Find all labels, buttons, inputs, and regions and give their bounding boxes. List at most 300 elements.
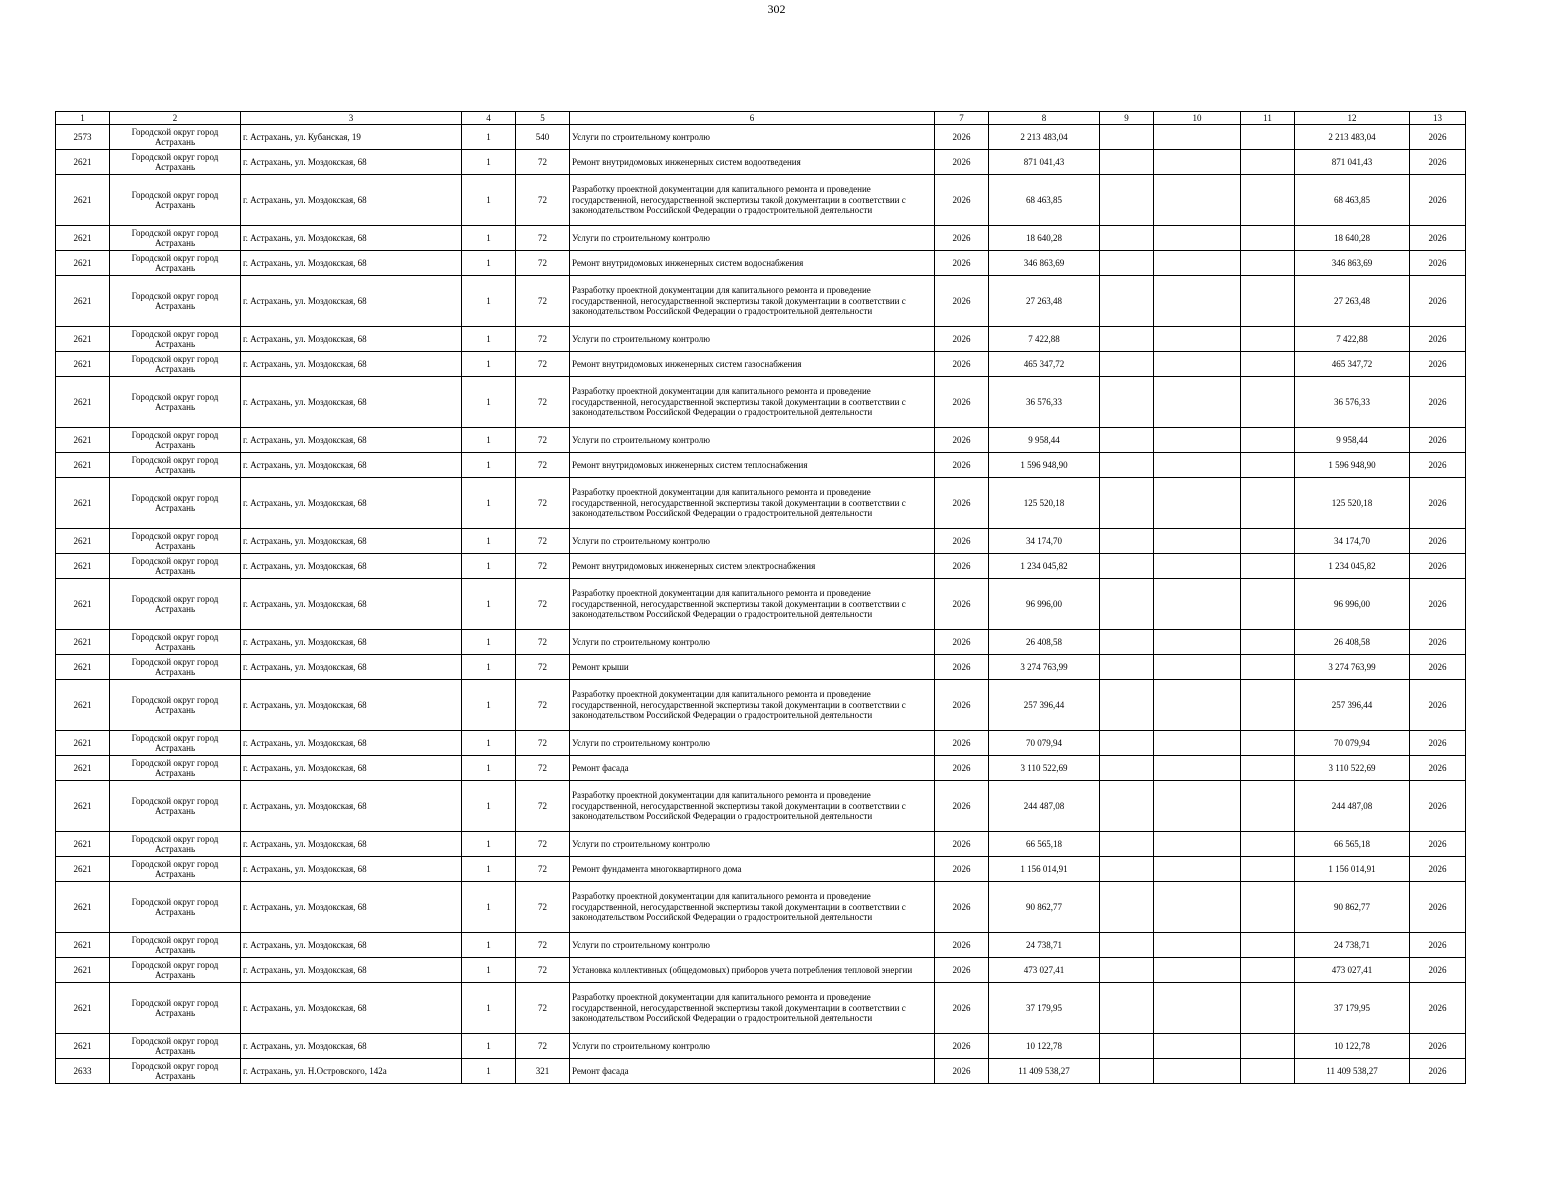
table-cell-col5: 72	[516, 478, 570, 529]
table-cell-col7: 2026	[935, 175, 989, 226]
table-cell-col8: 96 996,00	[989, 579, 1100, 630]
column-header-8: 8	[989, 112, 1100, 125]
table-cell-col1: 2621	[56, 680, 110, 731]
table-row	[56, 882, 1466, 933]
table-cell-col1: 2621	[56, 175, 110, 226]
table-cell-col13: 2026	[1410, 731, 1466, 756]
table-cell-col1: 2621	[56, 377, 110, 428]
table-cell-col7: 2026	[935, 125, 989, 150]
table-cell-col1: 2621	[56, 579, 110, 630]
table-cell-col6: Услуги по строительному контролю	[570, 630, 935, 655]
table-cell-col9	[1100, 327, 1154, 352]
table-cell-col8: 90 862,77	[989, 882, 1100, 933]
table-cell-col4: 1	[462, 1059, 516, 1084]
table-cell-col11	[1241, 453, 1295, 478]
table-cell-col6: Услуги по строительному контролю	[570, 731, 935, 756]
table-cell-col7: 2026	[935, 882, 989, 933]
table-cell-col7: 2026	[935, 251, 989, 276]
table-cell-col12: 871 041,43	[1295, 150, 1410, 175]
table-cell-col8: 7 422,88	[989, 327, 1100, 352]
table-cell-col13: 2026	[1410, 630, 1466, 655]
table-cell-col7: 2026	[935, 226, 989, 251]
table-cell-col7: 2026	[935, 630, 989, 655]
table-cell-col5: 72	[516, 983, 570, 1034]
table-cell-col9	[1100, 933, 1154, 958]
table-cell-col2: Городской округ город Астрахань	[110, 428, 241, 453]
table-cell-col11	[1241, 933, 1295, 958]
table-cell-col5: 72	[516, 958, 570, 983]
table-cell-col1: 2621	[56, 1034, 110, 1059]
table-cell-col10	[1154, 352, 1241, 377]
table-cell-col12: 2 213 483,04	[1295, 125, 1410, 150]
table-cell-col12: 257 396,44	[1295, 680, 1410, 731]
table-cell-col13: 2026	[1410, 251, 1466, 276]
table-cell-col7: 2026	[935, 680, 989, 731]
table-cell-col5: 72	[516, 756, 570, 781]
table-cell-col1: 2621	[56, 958, 110, 983]
table-cell-col2: Городской округ город Астрахань	[110, 882, 241, 933]
column-header-1: 1	[56, 112, 110, 125]
table-cell-col4: 1	[462, 832, 516, 857]
table-cell-col9	[1100, 150, 1154, 175]
table-cell-col5: 72	[516, 731, 570, 756]
table-cell-col5: 72	[516, 276, 570, 327]
table-cell-col3: г. Астрахань, ул. Моздокская, 68	[241, 377, 462, 428]
table-cell-col10	[1154, 554, 1241, 579]
table-cell-col8: 9 958,44	[989, 428, 1100, 453]
table-cell-col11	[1241, 554, 1295, 579]
table-cell-col10	[1154, 175, 1241, 226]
table-cell-col3: г. Астрахань, ул. Моздокская, 68	[241, 352, 462, 377]
table-row	[56, 1034, 1466, 1059]
table-cell-col2: Городской округ город Астрахань	[110, 327, 241, 352]
table-cell-col11	[1241, 226, 1295, 251]
table-cell-col1: 2621	[56, 428, 110, 453]
table-cell-col12: 473 027,41	[1295, 958, 1410, 983]
table-cell-col5: 72	[516, 251, 570, 276]
table-cell-col8: 2 213 483,04	[989, 125, 1100, 150]
table-cell-col5: 72	[516, 655, 570, 680]
table-cell-col4: 1	[462, 933, 516, 958]
table-cell-col13: 2026	[1410, 125, 1466, 150]
table-cell-col8: 3 274 763,99	[989, 655, 1100, 680]
table-cell-col2: Городской округ город Астрахань	[110, 478, 241, 529]
table-cell-col13: 2026	[1410, 983, 1466, 1034]
table-cell-col5: 72	[516, 579, 570, 630]
table-cell-col12: 27 263,48	[1295, 276, 1410, 327]
table-cell-col5: 72	[516, 554, 570, 579]
table-cell-col12: 34 174,70	[1295, 529, 1410, 554]
table-cell-col10	[1154, 478, 1241, 529]
page-number: 302	[767, 2, 786, 16]
table-cell-col13: 2026	[1410, 175, 1466, 226]
table-cell-col4: 1	[462, 1034, 516, 1059]
table-cell-col11	[1241, 428, 1295, 453]
table-cell-col8: 11 409 538,27	[989, 1059, 1100, 1084]
table-cell-col4: 1	[462, 756, 516, 781]
column-header-4: 4	[462, 112, 516, 125]
table-cell-col1: 2621	[56, 933, 110, 958]
table-cell-col10	[1154, 1034, 1241, 1059]
table-cell-col13: 2026	[1410, 1059, 1466, 1084]
table-cell-col13: 2026	[1410, 756, 1466, 781]
table-cell-col12: 7 422,88	[1295, 327, 1410, 352]
column-number-header-row	[56, 112, 1466, 125]
table-row	[56, 655, 1466, 680]
table-cell-col2: Городской округ город Астрахань	[110, 251, 241, 276]
table-cell-col11	[1241, 478, 1295, 529]
table-cell-col13: 2026	[1410, 150, 1466, 175]
table-cell-col4: 1	[462, 554, 516, 579]
table-cell-col8: 1 156 014,91	[989, 857, 1100, 882]
table-cell-col10	[1154, 276, 1241, 327]
table-cell-col3: г. Астрахань, ул. Н.Островского, 142а	[241, 1059, 462, 1084]
table-cell-col1: 2621	[56, 655, 110, 680]
table-cell-col8: 26 408,58	[989, 630, 1100, 655]
table-cell-col4: 1	[462, 882, 516, 933]
table-cell-col12: 36 576,33	[1295, 377, 1410, 428]
table-cell-col10	[1154, 655, 1241, 680]
table-row	[56, 453, 1466, 478]
table-row	[56, 933, 1466, 958]
table-cell-col3: г. Астрахань, ул. Моздокская, 68	[241, 680, 462, 731]
table-cell-col10	[1154, 428, 1241, 453]
table-cell-col6: Услуги по строительному контролю	[570, 832, 935, 857]
table-cell-col4: 1	[462, 377, 516, 428]
table-cell-col3: г. Астрахань, ул. Моздокская, 68	[241, 175, 462, 226]
table-cell-col13: 2026	[1410, 655, 1466, 680]
table-cell-col11	[1241, 1034, 1295, 1059]
table-cell-col7: 2026	[935, 377, 989, 428]
table-cell-col6: Услуги по строительному контролю	[570, 1034, 935, 1059]
table-cell-col9	[1100, 655, 1154, 680]
table-cell-col2: Городской округ город Астрахань	[110, 983, 241, 1034]
table-cell-col3: г. Астрахань, ул. Моздокская, 68	[241, 276, 462, 327]
table-cell-col5: 72	[516, 377, 570, 428]
table-cell-col8: 37 179,95	[989, 983, 1100, 1034]
table-cell-col6: Разработку проектной документации для капитального ремонта и проведение государственной, негосударственной экспертизы такой документации в соответствии с законодательством Российской Федерации о градостроительной деятельности	[570, 680, 935, 731]
table-cell-col10	[1154, 630, 1241, 655]
table-cell-col4: 1	[462, 958, 516, 983]
table-cell-col13: 2026	[1410, 327, 1466, 352]
table-cell-col12: 1 156 014,91	[1295, 857, 1410, 882]
table-cell-col12: 3 110 522,69	[1295, 756, 1410, 781]
table-cell-col1: 2621	[56, 882, 110, 933]
table-cell-col5: 72	[516, 529, 570, 554]
table-cell-col4: 1	[462, 251, 516, 276]
table-cell-col3: г. Астрахань, ул. Моздокская, 68	[241, 428, 462, 453]
table-row	[56, 731, 1466, 756]
table-cell-col12: 18 640,28	[1295, 226, 1410, 251]
table-cell-col9	[1100, 958, 1154, 983]
table-cell-col2: Городской округ город Астрахань	[110, 1034, 241, 1059]
table-cell-col11	[1241, 352, 1295, 377]
table-cell-col13: 2026	[1410, 781, 1466, 832]
table-cell-col10	[1154, 1059, 1241, 1084]
table-cell-col5: 72	[516, 882, 570, 933]
table-cell-col10	[1154, 453, 1241, 478]
table-cell-col2: Городской округ город Астрахань	[110, 554, 241, 579]
table-cell-col10	[1154, 327, 1241, 352]
table-cell-col3: г. Астрахань, ул. Моздокская, 68	[241, 781, 462, 832]
table-cell-col7: 2026	[935, 428, 989, 453]
table-cell-col10	[1154, 579, 1241, 630]
table-cell-col7: 2026	[935, 933, 989, 958]
table-cell-col5: 321	[516, 1059, 570, 1084]
table-cell-col9	[1100, 478, 1154, 529]
table-cell-col11	[1241, 731, 1295, 756]
table-cell-col7: 2026	[935, 832, 989, 857]
table-cell-col1: 2573	[56, 125, 110, 150]
table-cell-col10	[1154, 983, 1241, 1034]
table-cell-col7: 2026	[935, 554, 989, 579]
table-cell-col3: г. Астрахань, ул. Моздокская, 68	[241, 655, 462, 680]
table-cell-col1: 2621	[56, 529, 110, 554]
table-row	[56, 276, 1466, 327]
table-cell-col4: 1	[462, 175, 516, 226]
table-cell-col1: 2621	[56, 150, 110, 175]
table-cell-col6: Услуги по строительному контролю	[570, 327, 935, 352]
table-cell-col11	[1241, 983, 1295, 1034]
table-cell-col4: 1	[462, 630, 516, 655]
table-cell-col5: 72	[516, 150, 570, 175]
table-cell-col9	[1100, 226, 1154, 251]
table-cell-col5: 72	[516, 175, 570, 226]
table-cell-col5: 72	[516, 453, 570, 478]
capital-repair-table	[55, 111, 1466, 1084]
table-cell-col3: г. Астрахань, ул. Моздокская, 68	[241, 327, 462, 352]
table-cell-col8: 1 234 045,82	[989, 554, 1100, 579]
table-cell-col2: Городской округ город Астрахань	[110, 150, 241, 175]
table-cell-col5: 72	[516, 933, 570, 958]
table-cell-col6: Услуги по строительному контролю	[570, 125, 935, 150]
table-cell-col13: 2026	[1410, 478, 1466, 529]
table-cell-col6: Услуги по строительному контролю	[570, 933, 935, 958]
table-cell-col2: Городской округ город Астрахань	[110, 781, 241, 832]
table-cell-col9	[1100, 276, 1154, 327]
table-cell-col1: 2621	[56, 756, 110, 781]
column-header-5: 5	[516, 112, 570, 125]
table-cell-col11	[1241, 125, 1295, 150]
table-cell-col8: 244 487,08	[989, 781, 1100, 832]
table-row	[56, 554, 1466, 579]
table-cell-col5: 72	[516, 832, 570, 857]
table-row	[56, 579, 1466, 630]
table-cell-col1: 2621	[56, 857, 110, 882]
table-cell-col13: 2026	[1410, 1034, 1466, 1059]
table-cell-col5: 72	[516, 327, 570, 352]
table-cell-col7: 2026	[935, 1034, 989, 1059]
table-cell-col11	[1241, 377, 1295, 428]
table-cell-col3: г. Астрахань, ул. Кубанская, 19	[241, 125, 462, 150]
table-cell-col7: 2026	[935, 857, 989, 882]
table-cell-col12: 1 234 045,82	[1295, 554, 1410, 579]
table-row	[56, 756, 1466, 781]
table-cell-col2: Городской округ город Астрахань	[110, 832, 241, 857]
table-cell-col2: Городской округ город Астрахань	[110, 756, 241, 781]
table-cell-col13: 2026	[1410, 857, 1466, 882]
table-cell-col9	[1100, 630, 1154, 655]
table-row	[56, 175, 1466, 226]
table-cell-col9	[1100, 529, 1154, 554]
table-cell-col6: Услуги по строительному контролю	[570, 529, 935, 554]
table-cell-col10	[1154, 125, 1241, 150]
table-cell-col4: 1	[462, 983, 516, 1034]
table-cell-col10	[1154, 251, 1241, 276]
table-cell-col11	[1241, 630, 1295, 655]
table-cell-col4: 1	[462, 857, 516, 882]
column-header-2: 2	[110, 112, 241, 125]
table-cell-col8: 257 396,44	[989, 680, 1100, 731]
table-cell-col3: г. Астрахань, ул. Моздокская, 68	[241, 857, 462, 882]
table-cell-col4: 1	[462, 226, 516, 251]
table-cell-col3: г. Астрахань, ул. Моздокская, 68	[241, 453, 462, 478]
table-cell-col7: 2026	[935, 150, 989, 175]
table-cell-col6: Разработку проектной документации для капитального ремонта и проведение государственной, негосударственной экспертизы такой документации в соответствии с законодательством Российской Федерации о градостроительной деятельности	[570, 983, 935, 1034]
table-cell-col8: 1 596 948,90	[989, 453, 1100, 478]
table-cell-col12: 10 122,78	[1295, 1034, 1410, 1059]
table-cell-col6: Ремонт фасада	[570, 756, 935, 781]
table-row	[56, 251, 1466, 276]
table-cell-col7: 2026	[935, 352, 989, 377]
table-row	[56, 226, 1466, 251]
table-cell-col5: 72	[516, 428, 570, 453]
table-cell-col1: 2621	[56, 832, 110, 857]
table-row	[56, 983, 1466, 1034]
table-cell-col9	[1100, 554, 1154, 579]
table-cell-col9	[1100, 1034, 1154, 1059]
table-body	[56, 125, 1466, 1084]
table-cell-col5: 72	[516, 781, 570, 832]
table-cell-col2: Городской округ город Астрахань	[110, 655, 241, 680]
table-cell-col2: Городской округ город Астрахань	[110, 125, 241, 150]
column-header-11: 11	[1241, 112, 1295, 125]
column-header-7: 7	[935, 112, 989, 125]
table-cell-col13: 2026	[1410, 453, 1466, 478]
table-cell-col3: г. Астрахань, ул. Моздокская, 68	[241, 554, 462, 579]
table-row	[56, 428, 1466, 453]
table-cell-col10	[1154, 226, 1241, 251]
table-cell-col13: 2026	[1410, 933, 1466, 958]
table-cell-col4: 1	[462, 453, 516, 478]
table-cell-col2: Городской округ город Астрахань	[110, 453, 241, 478]
table-cell-col9	[1100, 579, 1154, 630]
table-cell-col7: 2026	[935, 1059, 989, 1084]
table-cell-col8: 871 041,43	[989, 150, 1100, 175]
table-cell-col13: 2026	[1410, 554, 1466, 579]
table-cell-col12: 68 463,85	[1295, 175, 1410, 226]
table-cell-col12: 11 409 538,27	[1295, 1059, 1410, 1084]
table-cell-col8: 66 565,18	[989, 832, 1100, 857]
table-cell-col13: 2026	[1410, 428, 1466, 453]
table-row	[56, 832, 1466, 857]
table-cell-col6: Ремонт фундамента многоквартирного дома	[570, 857, 935, 882]
table-cell-col6: Разработку проектной документации для капитального ремонта и проведение государственной, негосударственной экспертизы такой документации в соответствии с законодательством Российской Федерации о градостроительной деятельности	[570, 377, 935, 428]
table-cell-col9	[1100, 857, 1154, 882]
table-cell-col4: 1	[462, 731, 516, 756]
table-cell-col13: 2026	[1410, 226, 1466, 251]
table-cell-col1: 2621	[56, 352, 110, 377]
table-cell-col1: 2621	[56, 983, 110, 1034]
table-cell-col11	[1241, 327, 1295, 352]
table-cell-col12: 96 996,00	[1295, 579, 1410, 630]
column-header-13: 13	[1410, 112, 1466, 125]
column-header-10: 10	[1154, 112, 1241, 125]
table-cell-col7: 2026	[935, 958, 989, 983]
table-cell-col9	[1100, 352, 1154, 377]
table-cell-col9	[1100, 731, 1154, 756]
table-cell-col5: 72	[516, 630, 570, 655]
table-cell-col7: 2026	[935, 529, 989, 554]
table-cell-col3: г. Астрахань, ул. Моздокская, 68	[241, 1034, 462, 1059]
table-cell-col4: 1	[462, 655, 516, 680]
table-cell-col5: 72	[516, 352, 570, 377]
table-cell-col3: г. Астрахань, ул. Моздокская, 68	[241, 478, 462, 529]
table-cell-col2: Городской округ город Астрахань	[110, 731, 241, 756]
table-cell-col12: 37 179,95	[1295, 983, 1410, 1034]
table-cell-col8: 473 027,41	[989, 958, 1100, 983]
table-cell-col2: Городской округ город Астрахань	[110, 1059, 241, 1084]
table-cell-col12: 9 958,44	[1295, 428, 1410, 453]
table-cell-col3: г. Астрахань, ул. Моздокская, 68	[241, 933, 462, 958]
table-cell-col10	[1154, 857, 1241, 882]
table-cell-col11	[1241, 958, 1295, 983]
table-cell-col6: Разработку проектной документации для капитального ремонта и проведение государственной, негосударственной экспертизы такой документации в соответствии с законодательством Российской Федерации о градостроительной деятельности	[570, 175, 935, 226]
table-cell-col10	[1154, 958, 1241, 983]
table-row	[56, 680, 1466, 731]
table-cell-col12: 26 408,58	[1295, 630, 1410, 655]
table-cell-col6: Ремонт внутридомовых инженерных систем теплоснабжения	[570, 453, 935, 478]
table-cell-col11	[1241, 857, 1295, 882]
table-row	[56, 857, 1466, 882]
table-cell-col11	[1241, 529, 1295, 554]
table-row	[56, 150, 1466, 175]
table-cell-col12: 346 863,69	[1295, 251, 1410, 276]
table-cell-col8: 10 122,78	[989, 1034, 1100, 1059]
table-cell-col4: 1	[462, 327, 516, 352]
table-cell-col11	[1241, 1059, 1295, 1084]
table-cell-col4: 1	[462, 529, 516, 554]
table-cell-col3: г. Астрахань, ул. Моздокская, 68	[241, 579, 462, 630]
table-cell-col4: 1	[462, 680, 516, 731]
table-cell-col12: 244 487,08	[1295, 781, 1410, 832]
table-cell-col11	[1241, 832, 1295, 857]
table-cell-col10	[1154, 882, 1241, 933]
table-cell-col3: г. Астрахань, ул. Моздокская, 68	[241, 832, 462, 857]
table-cell-col4: 1	[462, 781, 516, 832]
table-cell-col12: 24 738,71	[1295, 933, 1410, 958]
column-header-3: 3	[241, 112, 462, 125]
table-cell-col2: Городской округ город Астрахань	[110, 680, 241, 731]
table-cell-col1: 2621	[56, 554, 110, 579]
table-cell-col1: 2621	[56, 251, 110, 276]
table-cell-col13: 2026	[1410, 680, 1466, 731]
table-cell-col11	[1241, 655, 1295, 680]
table-cell-col11	[1241, 276, 1295, 327]
table-cell-col13: 2026	[1410, 832, 1466, 857]
table-cell-col6: Услуги по строительному контролю	[570, 226, 935, 251]
table-cell-col9	[1100, 175, 1154, 226]
table-cell-col7: 2026	[935, 756, 989, 781]
table-cell-col10	[1154, 933, 1241, 958]
table-row	[56, 1059, 1466, 1084]
table-cell-col10	[1154, 756, 1241, 781]
table-cell-col11	[1241, 251, 1295, 276]
table-cell-col13: 2026	[1410, 529, 1466, 554]
table-cell-col2: Городской округ город Астрахань	[110, 276, 241, 327]
table-cell-col6: Ремонт внутридомовых инженерных систем водоотведения	[570, 150, 935, 175]
table-cell-col1: 2621	[56, 327, 110, 352]
